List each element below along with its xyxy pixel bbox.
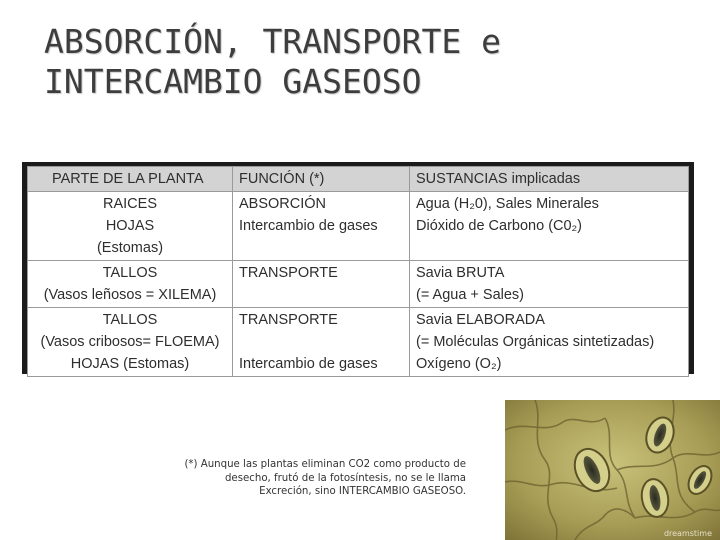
- cell-text: HOJAS (Estomas): [70, 356, 190, 372]
- cell-part: [28, 308, 233, 377]
- cell-text: (Vasos cribosos= FLOEMA): [40, 334, 220, 350]
- table-row: [28, 192, 689, 261]
- cell-text: Savia ELABORADA: [416, 312, 545, 328]
- cell-function: [233, 308, 410, 377]
- footnote: [120, 458, 466, 499]
- title-line-1: ABSORCIÓN, TRANSPORTE e: [44, 22, 501, 61]
- cell-text: TRANSPORTE: [239, 312, 338, 328]
- table-header-row: [28, 167, 689, 192]
- cell-text: (Estomas): [96, 240, 164, 256]
- cell-function: [233, 261, 410, 308]
- header-substances: SUSTANCIAS implicadas: [410, 167, 689, 192]
- plant-functions-table: [27, 166, 689, 377]
- cell-text: (= Moléculas Orgánicas sintetizadas): [416, 334, 655, 350]
- table-row: [28, 261, 689, 308]
- cell-spacer: [239, 331, 403, 353]
- plant-functions-table-frame: [22, 162, 694, 374]
- cell-text: Intercambio de gases: [239, 356, 378, 372]
- footnote-line: Excreción, sino INTERCAMBIO GASEOSO.: [259, 486, 466, 497]
- cell-text: TRANSPORTE: [239, 265, 338, 281]
- cell-part: [28, 192, 233, 261]
- cell-text: (= Agua + Sales): [416, 287, 525, 303]
- cell-text: Agua (H₂0), Sales Minerales: [416, 196, 599, 212]
- photo-watermark: dreamstime: [663, 529, 712, 538]
- cell-text: HOJAS: [105, 218, 155, 234]
- cell-text: ABSORCIÓN: [239, 196, 327, 212]
- table-row: [28, 308, 689, 377]
- slide-title: [44, 22, 684, 102]
- cell-substances: [410, 192, 689, 261]
- cell-text: Savia BRUTA: [416, 265, 505, 281]
- cell-text: RAICES: [103, 196, 157, 212]
- cell-text: TALLOS: [102, 312, 158, 328]
- cell-substances: [410, 261, 689, 308]
- header-function: FUNCIÓN (*): [233, 167, 410, 192]
- footnote-line: desecho, frutó de la fotosíntesis, no se le llama: [224, 472, 466, 484]
- cell-text: Oxígeno (O₂): [416, 356, 502, 372]
- footnote-line: (*) Aunque las plantas eliminan CO2 como producto de: [184, 459, 466, 470]
- cell-text: TALLOS: [102, 265, 158, 281]
- title-line-2: INTERCAMBIO GASEOSO: [44, 62, 422, 101]
- cell-text: Dióxido de Carbono (C0₂): [416, 218, 583, 234]
- header-part: PARTE DE LA PLANTA: [28, 167, 233, 192]
- cell-part: [28, 261, 233, 308]
- stomata-micrograph: [505, 400, 720, 540]
- cell-substances: [410, 308, 689, 377]
- cell-text: (Vasos leñosos = XILEMA): [43, 287, 217, 303]
- cell-function: [233, 192, 410, 261]
- cell-text: Intercambio de gases: [239, 218, 378, 234]
- stomata-micrograph-image: [505, 400, 720, 540]
